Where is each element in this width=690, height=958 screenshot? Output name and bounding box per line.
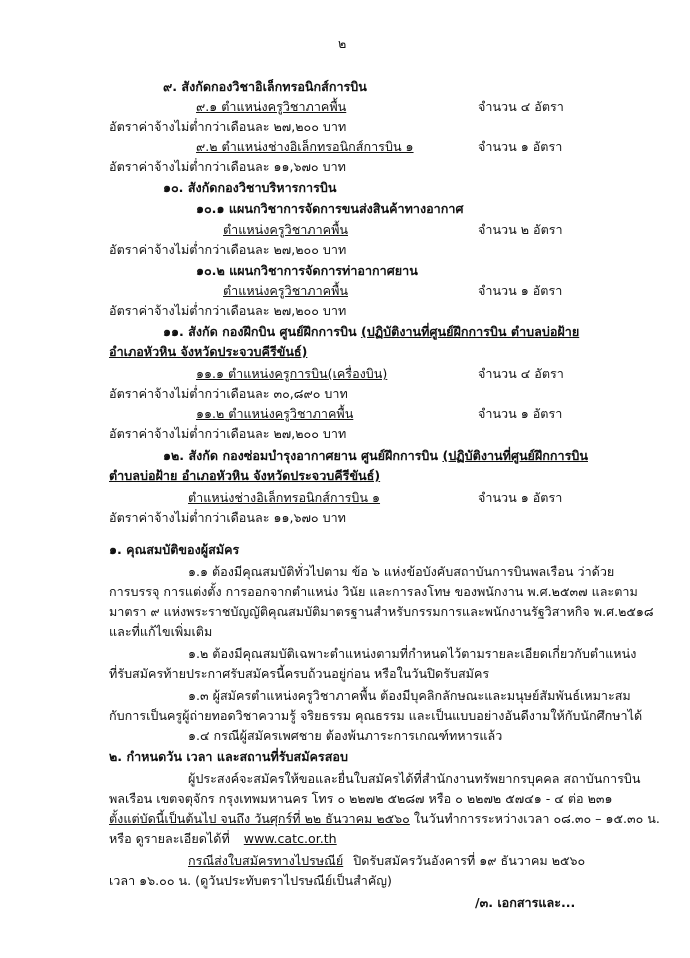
- section-10-2-count: จำนวน ๑ อัตรา: [478, 283, 563, 298]
- section-10-2-heading: ๑๐.๒ แผนกวิชาการจัดการท่าอากาศยาน: [196, 263, 418, 278]
- continuation-note: /๓. เอกสารและ...: [475, 895, 576, 910]
- section-11-heading: [163, 324, 579, 340]
- section-11-2-position: ๑๑.๒ ตำแหน่งครูวิชาภาคพื้น: [196, 406, 354, 421]
- section-9-1-count: จำนวน ๔ อัตรา: [478, 99, 564, 114]
- section-9-2-position: ๙.๒ ตำแหน่งช่างอิเล็กทรอนิกส์การบิน ๑: [196, 139, 414, 154]
- schedule-hours: ในวันทำการระหว่างเวลา ๐๘.๓๐ – ๑๕.๓๐ น.: [413, 811, 660, 826]
- qualification-1-3-line-1: ๑.๓ ผู้สมัครตำแหน่งครูวิชาภาคพื้น ต้องมีบุคลิกลักษณะและมนุษย์สัมพันธ์เหมาะสม: [188, 688, 631, 703]
- qualification-1-4: ๑.๔ กรณีผู้สมัครเพศชาย ต้องพ้นภาระการเกณฑ์ทหารแล้ว: [188, 728, 503, 743]
- schedule-line-4: [109, 831, 337, 847]
- qualification-1-2-line-1: ๑.๒ ต้องมีคุณสมบัติเฉพาะตำแหน่งตามที่กำหนดไว้ตามรายละเอียดเกี่ยวกับตำแหน่ง: [188, 646, 637, 661]
- section-12-heading-location-2: ตำบลบ่อฝ้าย อำเภอหัวหิน จังหวัดประจวบคีรีขันธ์): [109, 468, 381, 483]
- section-12-salary: อัตราค่าจ้างไม่ต่ำกว่าเดือนละ ๑๑,๖๗๐ บาท: [109, 510, 346, 525]
- section-10-1-count: จำนวน ๒ อัตรา: [478, 222, 563, 237]
- section-10-heading: ๑๐. สังกัดกองวิชาบริหารการบิน: [163, 180, 337, 195]
- section-12-heading-unit: ๑๒. สังกัด กองซ่อมบำรุงอากาศยาน ศูนย์ฝึกการบิน: [163, 448, 439, 463]
- section-11-heading-unit: ๑๑. สังกัด กองฝึกบิน ศูนย์ฝึกการบิน: [163, 324, 357, 339]
- qualification-1-3-line-2: กับการเป็นครูผู้ถ่ายทอดวิชาความรู้ จริยธรรม คุณธรรม และเป็นแบบอย่างอันดีงามให้กับนักศึกษาได้: [109, 708, 643, 723]
- mail-application-deadline: ปิดรับสมัครวันอังคารที่ ๑๙ ธันวาคม ๒๕๖๐: [353, 853, 586, 868]
- section-12-position: ตำแหน่งช่างอิเล็กทรอนิกส์การบิน ๑: [188, 490, 381, 505]
- schedule-details-label: หรือ ดูรายละเอียดได้ที่: [109, 831, 230, 846]
- qualification-1-1-line-3: มาตรา ๙ แห่งพระราชบัญญัติคุณสมบัติมาตรฐานสำหรับกรรมการและพนักงานรัฐวิสาหกิจ พ.ศ.๒๕๑๘: [109, 604, 654, 619]
- mail-application-line-1: [188, 853, 585, 869]
- qualifications-heading: ๑. คุณสมบัติของผู้สมัคร: [109, 542, 240, 557]
- section-11-1-salary: อัตราค่าจ้างไม่ต่ำกว่าเดือนละ ๓๐,๘๙๐ บาท: [109, 386, 348, 401]
- section-12-count: จำนวน ๑ อัตรา: [478, 490, 563, 505]
- schedule-line-3: [109, 811, 660, 827]
- section-10-1-salary: อัตราค่าจ้างไม่ต่ำกว่าเดือนละ ๒๗,๒๐๐ บาท: [109, 242, 347, 257]
- section-10-1-heading: ๑๐.๑ แผนกวิชาการจัดการขนส่งสินค้าทางอากาศ: [196, 201, 464, 216]
- section-9-2-salary: อัตราค่าจ้างไม่ต่ำกว่าเดือนละ ๑๑,๖๗๐ บาท: [109, 159, 346, 174]
- qualification-1-1-line-2: การบรรจุ การแต่งตั้ง การออกจากตำแหน่ง วินัย และการลงโทษ ของพนักงาน พ.ศ.๒๕๓๗ และตาม: [109, 584, 638, 599]
- qualification-1-1-line-4: และที่แก้ไขเพิ่มเติม: [109, 624, 213, 639]
- section-10-2-salary: อัตราค่าจ้างไม่ต่ำกว่าเดือนละ ๒๗,๒๐๐ บาท: [109, 303, 347, 318]
- mail-application-label: กรณีส่งใบสมัครทางไปรษณีย์: [188, 853, 344, 868]
- section-10-2-position: ตำแหน่งครูวิชาภาคพื้น: [223, 283, 349, 298]
- section-11-2-count: จำนวน ๑ อัตรา: [478, 406, 563, 421]
- schedule-period: ตั้งแต่บัดนี้เป็นต้นไป จนถึง วันศุกร์ที่ ๒๒ ธันวาคม ๒๕๖๐: [109, 811, 410, 826]
- schedule-line-2: พลเรือน เขตจตุจักร กรุงเทพมหานคร โทร ๐ ๒๒๗๒ ๕๒๘๗ หรือ ๐ ๒๒๗๒ ๕๗๔๑ - ๔ ต่อ ๒๓๑: [109, 791, 613, 806]
- section-9-2-count: จำนวน ๑ อัตรา: [478, 139, 563, 154]
- qualification-1-1-line-1: ๑.๑ ต้องมีคุณสมบัติทั่วไปตาม ข้อ ๖ แห่งข้อบังคับสถาบันการบินพลเรือน ว่าด้วย: [188, 564, 615, 579]
- section-12-heading: [163, 448, 588, 464]
- section-11-1-position: ๑๑.๑ ตำแหน่งครูการบิน(เครื่องบิน): [196, 366, 388, 381]
- website-link[interactable]: www.catc.or.th: [243, 831, 337, 846]
- section-9-1-salary: อัตราค่าจ้างไม่ต่ำกว่าเดือนละ ๒๗,๒๐๐ บาท: [109, 119, 347, 134]
- schedule-line-1: ผู้ประสงค์จะสมัครให้ขอและยื่นใบสมัครได้ที่สำนักงานทรัพยากรบุคคล สถาบันการบิน: [188, 771, 641, 786]
- section-9-1-position: ๙.๑ ตำแหน่งครูวิชาภาคพื้น: [196, 99, 347, 114]
- schedule-heading: ๒. กำหนดวัน เวลา และสถานที่รับสมัครสอบ: [109, 749, 348, 764]
- section-11-2-salary: อัตราค่าจ้างไม่ต่ำกว่าเดือนละ ๒๗,๒๐๐ บาท: [109, 426, 347, 441]
- page-number: ๒: [338, 36, 347, 51]
- section-10-1-position: ตำแหน่งครูวิชาภาคพื้น: [223, 222, 349, 237]
- section-11-1-count: จำนวน ๔ อัตรา: [478, 366, 564, 381]
- section-12-heading-location: (ปฏิบัติงานที่ศูนย์ฝึกการบิน: [442, 448, 588, 463]
- section-11-heading-location-2: อำเภอหัวหิน จังหวัดประจวบคีรีขันธ์): [109, 344, 308, 359]
- section-9-heading: ๙. สังกัดกองวิชาอิเล็กทรอนิกส์การบิน: [163, 79, 367, 94]
- mail-application-line-2: เวลา ๑๖.๐๐ น. (ดูวันประทับตราไปรษณีย์เป็นสำคัญ): [109, 873, 392, 888]
- qualification-1-2-line-2: ที่รับสมัครท้ายประกาศรับสมัครนี้ครบถ้วนอยู่ก่อน หรือในวันปิดรับสมัคร: [109, 666, 490, 681]
- section-11-heading-location: (ปฏิบัติงานที่ศูนย์ฝึกการบิน ตำบลบ่อฝ้าย: [360, 324, 580, 339]
